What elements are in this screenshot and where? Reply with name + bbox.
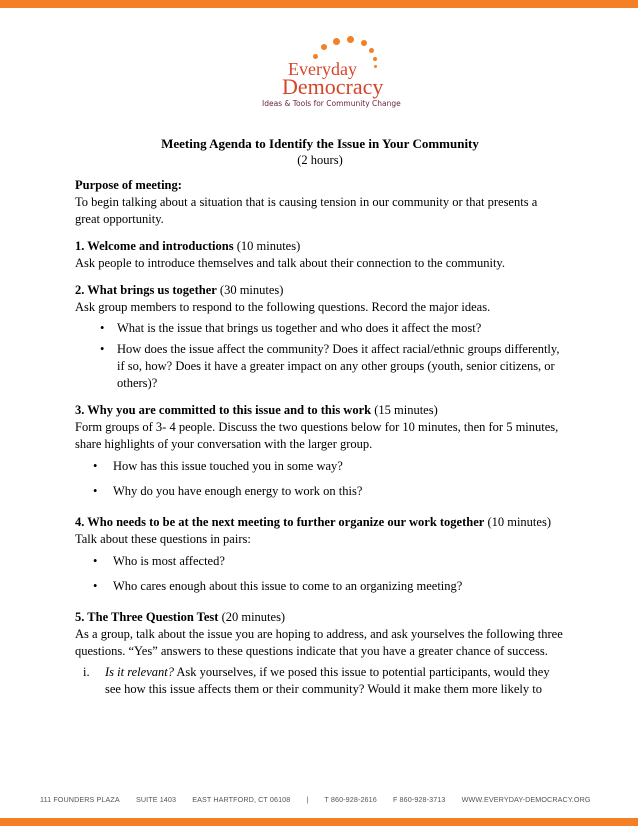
section-4-heading [75,514,565,531]
list-item [75,483,565,500]
document-body [75,135,565,698]
bullet-icon: • [93,554,98,568]
page-subtitle: (2 hours) [297,153,343,167]
logo-tagline: Ideas & Tools for Community Change [262,99,401,108]
section-3-text: Form groups of 3- 4 people. Discuss the two questions below for 10 minutes, then for 5 minutes, share highlights of your conversation with the larger group. [75,420,559,451]
section-1-heading [75,238,565,255]
footer-suite: SUITE 1403 [135,795,177,804]
section-5-text: As a group, talk about the issue you are hoping to address, and ask yourselves the following three questions. “Yes” answers to these questions indicate that you have a greater chance of success. [75,627,563,658]
logo-dot [321,44,327,50]
bullet-icon: • [93,459,98,473]
list-item-text: Who is most affected? [113,554,225,568]
purpose-heading: Purpose of meeting: [75,178,182,192]
list-item-text: What is the issue that brings us together and who does it affect the most? [117,321,482,335]
everyday-democracy-logo [255,34,425,114]
list-item [75,578,565,595]
list-item [75,341,565,392]
logo-text-democracy: Democracy [282,74,384,99]
list-item-text: Who cares enough about this issue to come to an organizing meeting? [113,579,463,593]
logo-text-everyday: Everyday [288,59,357,79]
logo-dot [373,57,377,61]
page-title: Meeting Agenda to Identify the Issue in Your Community [161,136,479,151]
page-footer [40,795,600,804]
section-time: (15 minutes) [371,403,438,417]
roman-numeral: i. [83,665,90,679]
section-3-heading [75,402,565,419]
footer-separator: | [306,795,309,804]
section-5-heading [75,609,565,626]
bullet-icon: • [93,579,98,593]
logo-dot [347,36,354,43]
logo-dot [374,65,377,68]
top-accent-bar [0,0,638,8]
list-item [75,553,565,570]
list-item [75,664,565,698]
section-2-text: Ask group members to respond to the following questions. Record the major ideas. [75,300,491,314]
section-heading-text: 1. Welcome and introductions [75,239,234,253]
bullet-icon: • [100,342,105,356]
section-2-heading [75,282,565,299]
bottom-accent-bar [0,818,638,826]
section-time: (20 minutes) [218,610,286,624]
section-time: (10 minutes) [484,515,551,529]
section-heading-text: 4. Who needs to be at the next meeting to further organize our work together [75,515,485,529]
section-1-text: Ask people to introduce themselves and talk about their connection to the community. [75,256,505,270]
purpose-text: To begin talking about a situation that is causing tension in our community or that presents a great opportunity. [75,195,538,226]
logo-dot [333,38,340,45]
section-heading-text: 5. The Three Question Test [75,610,219,624]
list-item [75,458,565,475]
bullet-icon: • [93,484,98,498]
section-time: (10 minutes) [233,239,301,253]
list-item-text: Why do you have enough energy to work on this? [113,484,363,498]
footer-phone: T 860-928-2616 [324,795,377,804]
list-item-text: How does the issue affect the community? Does it affect racial/ethnic groups differently, if so, how? Does it have a greater impact on any other groups (youth, senior citizens, or others)? [117,342,560,390]
section-heading-text: 3. Why you are committed to this issue and to this work [75,403,372,417]
logo-dot [369,48,374,53]
list-item-text: How has this issue touched you in some way? [113,459,343,473]
section-4-text: Talk about these questions in pairs: [75,532,251,546]
section-time: (30 minutes) [216,283,284,297]
logo-dot [361,40,367,46]
footer-address: 111 FOUNDERS PLAZA [40,795,120,804]
bullet-icon: • [100,321,105,335]
item-question: Is it relevant? [105,665,174,679]
footer-fax: F 860-928-3713 [392,795,446,804]
footer-city: EAST HARTFORD, CT 06108 [192,795,291,804]
list-item-text: Ask yourselves, if we posed this issue to potential participants, would they see how this issue affects them or their community? Would it make them more likely to [105,665,550,696]
footer-website: WWW.EVERYDAY-DEMOCRACY.ORG [461,795,591,804]
list-item [75,320,565,337]
section-heading-text: 2. What brings us together [75,283,217,297]
